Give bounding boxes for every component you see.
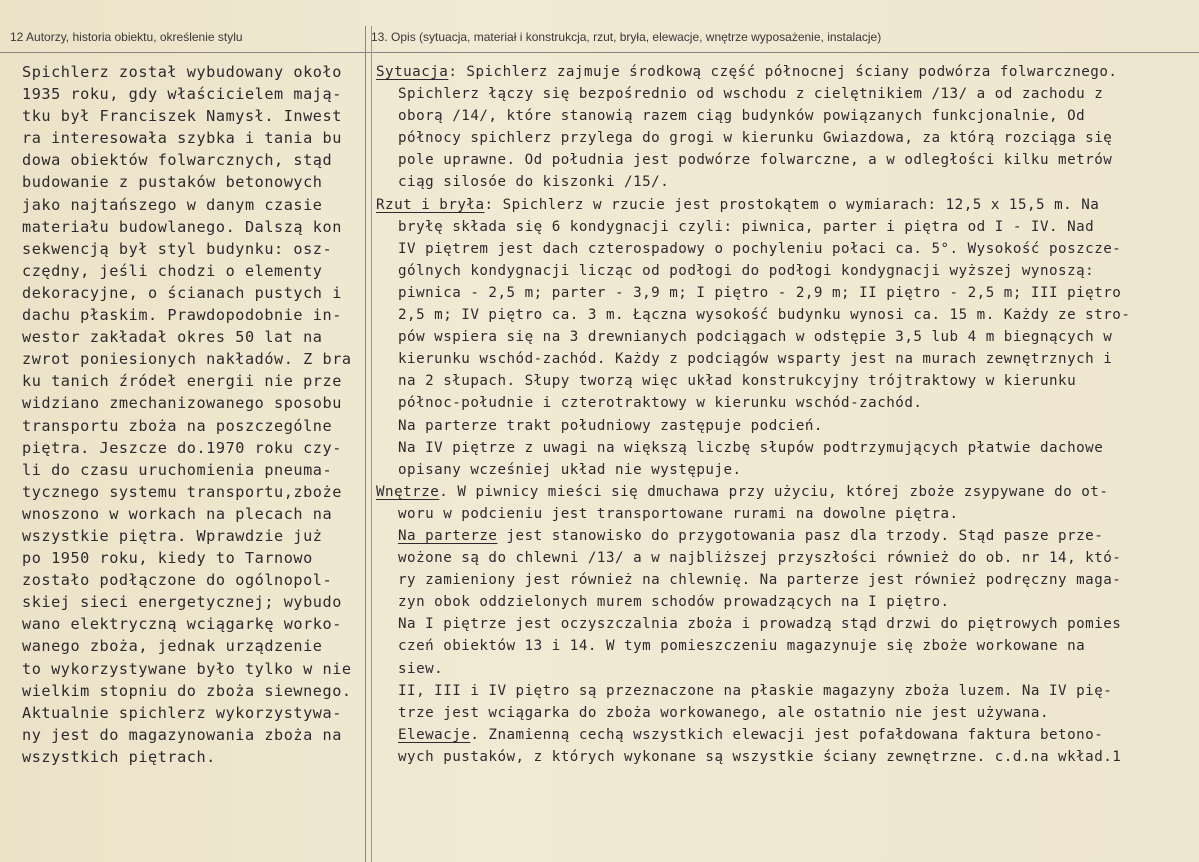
left-text-line: po 1950 roku, kiedy to Tarnowo [22, 549, 313, 568]
line-text: opisany wcześniej układ nie występuje. [398, 461, 742, 478]
left-text-line: wszystkie piętra. Wprawdzie już [22, 526, 323, 545]
left-text-line: jako najtańszego w danym czasie [22, 195, 323, 214]
left-text-line: Aktualnie spichlerz wykorzystywa- [22, 703, 342, 722]
line-text: Spichlerz łączy się bezpośrednio od wschodu z cielętnikiem /13/ a od zachodu z [398, 86, 1104, 103]
left-text-line: Spichlerz został wybudowany około [22, 63, 342, 81]
right-text-line [376, 680, 1198, 702]
section-label: Elewacje [398, 726, 471, 743]
left-text-line: li do czasu uruchomienia pneuma- [22, 460, 333, 479]
right-text-line [376, 525, 1198, 547]
right-text-line [376, 238, 1198, 260]
section-label: Sytuacja [376, 64, 449, 80]
left-text-line: wnoszono w workach na plecach na [22, 504, 333, 523]
left-text-line: piętra. Jeszcze do.1970 roku czy- [22, 438, 342, 457]
column-divider-inner [371, 26, 372, 862]
line-text: kierunku wschód-zachód. Każdy z podciągów wsparty jest na murach zewnętrznych i [398, 351, 1113, 368]
right-text-line [376, 61, 1198, 83]
left-text-line: tycznego systemu transportu,zboże [22, 482, 342, 501]
section-label: Rzut i bryła [376, 196, 485, 213]
right-text-line [376, 171, 1198, 193]
right-text-line [376, 348, 1198, 370]
right-text-line [376, 459, 1198, 481]
left-text-line: czędny, jeśli chodzi o elementy [22, 261, 323, 280]
line-text: na 2 słupach. Słupy tworzą więc układ konstrukcyjny trójtraktowy w kierunku [398, 373, 1077, 390]
left-text-line: widziano zmechanizowanego sposobu [22, 394, 342, 413]
left-text-line: tku był Franciszek Namysł. Inwest [22, 107, 342, 126]
header-divider [0, 52, 1199, 53]
line-text: II, III i IV piętro są przeznaczone na płaskie magazyny zboża luzem. Na IV pię- [398, 682, 1113, 699]
right-text-line [376, 724, 1198, 746]
line-text: : Spichlerz zajmuje środkową część północnej ściany podwórza folwarcznego. [448, 64, 1118, 80]
right-column-text [376, 61, 1198, 768]
left-text-line: westor zakładał okres 50 lat na [22, 328, 323, 347]
right-text-line [376, 282, 1198, 304]
line-text: : Spichlerz w rzucie jest prostokątem o wymiarach: 12,5 x 15,5 m. Na [484, 196, 1100, 213]
line-text: ciąg silosóe do kiszonki /15/. [398, 174, 670, 191]
line-text: gólnych kondygnacji licząc od podłogi do podłogi kondygnacji wyższej wynoszą: [398, 262, 1095, 279]
left-text-line: zwrot poniesionych nakładów. Z bra [22, 350, 352, 369]
line-text: bryłę składa się 6 kondygnacji czyli: piwnica, parter i piętra od I - IV. Nad [398, 218, 1095, 235]
left-text-line: dachu płaskim. Prawdopodobnie in- [22, 306, 342, 325]
left-text-line: ny jest do magazynowania zboża na [22, 725, 342, 744]
right-text-line [376, 216, 1198, 238]
right-text-line [376, 547, 1198, 569]
line-text: północy spichlerz przylega do grogi w kierunku Gwiazdowa, za którą rozciąga się [398, 130, 1113, 147]
line-text: Na IV piętrze z uwagi na większą liczbę słupów podtrzymujących płatwie dachowe [398, 439, 1104, 456]
line-text: wożone są do chlewni /13/ a w najbliższej przyszłości również do ob. nr 14, któ- [398, 550, 1122, 567]
right-text-line [376, 746, 1198, 768]
right-text-line [376, 370, 1198, 392]
left-text-line: to wykorzystywane było tylko w nie [22, 659, 352, 678]
left-text-line: 1935 roku, gdy właścicielem mają- [22, 85, 342, 104]
line-text: woru w podcieniu jest transportowane rurami na dowolne piętra. [398, 505, 959, 522]
right-text-line [376, 658, 1198, 680]
left-text-line: materiału budowlanego. Dalszą kon [22, 217, 342, 236]
left-text-line: dowa obiektów folwarcznych, stąd [22, 151, 333, 170]
line-text: . W piwnicy mieści się dmuchawa przy użyciu, której zboże zsypywane do ot- [439, 483, 1109, 500]
left-text-line: ra interesowała szybka i tania bu [22, 129, 342, 148]
line-text: Na I piętrze jest oczyszczalnia zboża i prowadzą stąd drzwi do piętrowych pomies [398, 616, 1122, 633]
line-text: czeń obiektów 13 i 14. W tym pomieszczeniu magazynuje się zboże workowane na [398, 638, 1086, 655]
line-text: oborą /14/, które stanowią razem ciąg budynków powiązanych funkcjonalnie, Od [398, 108, 1086, 125]
line-text: siew. [398, 660, 444, 677]
right-text-line [376, 702, 1198, 724]
right-text-line [376, 194, 1198, 216]
left-text-line: dekoracyjne, o ścianach pustych i [22, 283, 342, 302]
right-text-line [376, 481, 1198, 503]
left-column-text [22, 61, 367, 768]
right-text-line [376, 83, 1198, 105]
line-text: piwnica - 2,5 m; parter - 3,9 m; I piętro - 2,9 m; II piętro - 2,5 m; III piętro [398, 284, 1122, 301]
right-text-line [376, 569, 1198, 591]
left-text-line: wano elektryczną wciągarkę worko- [22, 615, 342, 634]
left-text-line: wielkim stopniu do zboża siewnego. [22, 681, 352, 700]
left-text-line: budowanie z pustaków betonowych [22, 173, 323, 192]
left-text-line: skiej sieci energetycznej; wybudo [22, 593, 342, 612]
right-text-line [376, 392, 1198, 414]
left-text-line: wszystkich piętrach. [22, 747, 216, 766]
section-label: Na parterze [398, 527, 498, 544]
right-text-line [376, 149, 1198, 171]
left-text-line: wanego zboża, jednak urządzenie [22, 637, 323, 656]
line-text: pów wspiera się na 3 drewnianych podciągach w odstępie 3,5 lub 4 m biegnących w [398, 329, 1113, 346]
line-text: północ-południe i czterotraktowy w kierunku wschód-zachód. [398, 395, 923, 412]
line-text: . Znamienną cechą wszystkich elewacji jest pofałdowana faktura betono- [470, 726, 1104, 743]
left-text-line: sekwencją był styl budynku: osz- [22, 239, 333, 258]
left-text-line: transportu zboża na poszczególne [22, 416, 333, 435]
right-text-line [376, 260, 1198, 282]
left-text-line: zostało podłączone do ogólnopol- [22, 571, 333, 590]
line-text: pole uprawne. Od południa jest podwórze folwarczne, a w odległości kilku metrów [398, 152, 1113, 169]
right-text-line [376, 503, 1198, 525]
header-left: 12 Autorzy, historia obiektu, określenie stylu [10, 30, 243, 44]
line-text: zyn obok oddzielonych murem schodów prowadzących na I piętro. [398, 594, 950, 611]
left-text-line: ku tanich źródeł energii nie prze [22, 372, 342, 391]
right-text-line [376, 304, 1198, 326]
line-text: trze jest wciągarka do zboża workowanego, ale ostatnio nie jest używana. [398, 704, 1049, 721]
line-text: IV piętrem jest dach czterospadowy o pochyleniu połaci ca. 5°. Wysokość poszcze- [398, 240, 1122, 257]
section-label: Wnętrze [376, 483, 440, 500]
header-right: 13. Opis (sytuacja, materiał i konstrukcja, rzut, bryła, elewacje, wnętrze wyposażenie, instalacje) [371, 30, 882, 44]
line-text: 2,5 m; IV piętro ca. 3 m. Łączna wysokość budynku wynosi ca. 15 m. Każdy ze stro- [398, 307, 1131, 324]
right-text-line [376, 127, 1198, 149]
right-text-line [376, 105, 1198, 127]
right-text-line [376, 437, 1198, 459]
line-text: jest stanowisko do przygotowania pasz dla trzody. Stąd pasze prze- [497, 527, 1104, 544]
line-text: ry zamieniony jest również na chlewnię. Na parterze jest również podręczny maga- [398, 572, 1122, 589]
right-text-line [376, 635, 1198, 657]
right-text-line [376, 591, 1198, 613]
line-text: Na parterze trakt południowy zastępuje podcień. [398, 417, 823, 434]
line-text: wych pustaków, z których wykonane są wszystkie ściany zewnętrzne. c.d.na wkład.1 [398, 748, 1122, 765]
right-text-line [376, 613, 1198, 635]
right-text-line [376, 326, 1198, 348]
right-text-line [376, 415, 1198, 437]
